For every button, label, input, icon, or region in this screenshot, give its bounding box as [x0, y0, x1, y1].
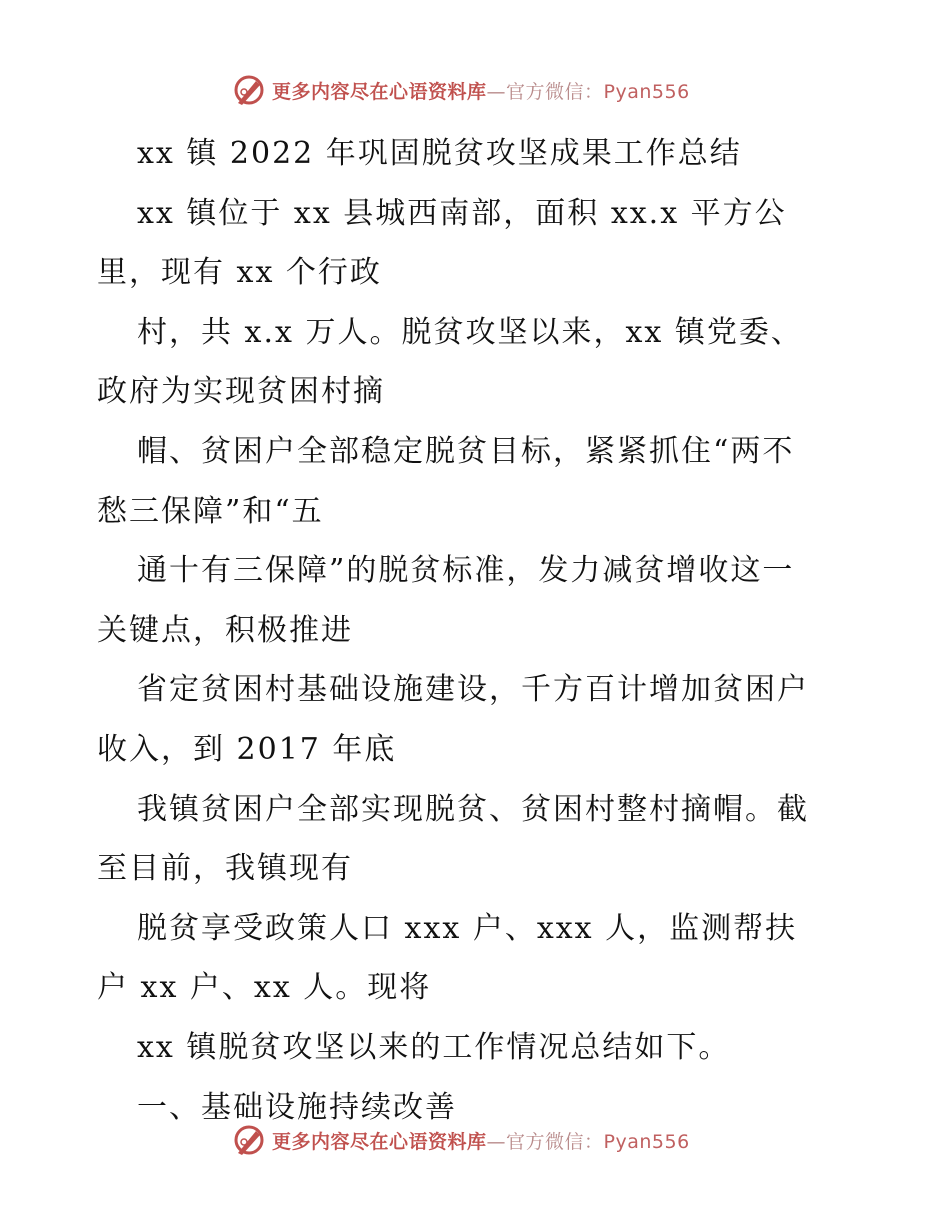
paragraph-line: 关键点，积极推进 — [97, 612, 353, 648]
paragraph-line: 至目前，我镇现有 — [97, 851, 353, 887]
paragraph-line: 省定贫困村基础设施建设，千方百计增加贫困户 — [137, 672, 809, 708]
paragraph-line: 通十有三保障”的脱贫标准，发力减贫增收这一 — [137, 553, 795, 589]
watermark-banner-top — [232, 70, 690, 110]
pen-logo-icon — [232, 73, 266, 107]
paragraph-line: xx 镇脱贫攻坚以来的工作情况总结如下。 — [137, 1029, 731, 1065]
paragraph-line: 户 xx 户、xx 人。现将 — [97, 970, 432, 1006]
watermark-text: 更多内容尽在心语资料库—官方微信：Pyan556 — [272, 80, 690, 103]
paragraph-line: 我镇贫困户全部实现脱贫、贫困村整村摘帽。截 — [137, 791, 809, 827]
paragraph-line: 愁三保障”和“五 — [97, 493, 324, 529]
document-body — [97, 124, 857, 1137]
paragraph-line: 脱贫享受政策人口 xxx 户、xxx 人，监测帮扶 — [137, 910, 798, 946]
document-title: xx 镇 2022 年巩固脱贫攻坚成果工作总结 — [137, 136, 742, 171]
watermark-text: 更多内容尽在心语资料库—官方微信：Pyan556 — [272, 1130, 690, 1153]
section-heading: 一、基础设施持续改善 — [137, 1089, 457, 1125]
pen-logo-icon — [232, 1123, 266, 1157]
paragraph-line: 村，共 x.x 万人。脱贫攻坚以来，xx 镇党委、 — [137, 314, 803, 350]
watermark-banner-bottom — [232, 1120, 690, 1160]
paragraph-line: 帽、贫困户全部稳定脱贫目标，紧紧抓住“两不 — [137, 433, 795, 469]
paragraph-line: xx 镇位于 xx 县城西南部，面积 xx.x 平方公 — [137, 195, 787, 231]
paragraph-line: 政府为实现贫困村摘 — [97, 374, 385, 410]
paragraph-line: 里，现有 xx 个行政 — [97, 255, 382, 291]
paragraph-line: 收入，到 2017 年底 — [97, 731, 397, 767]
